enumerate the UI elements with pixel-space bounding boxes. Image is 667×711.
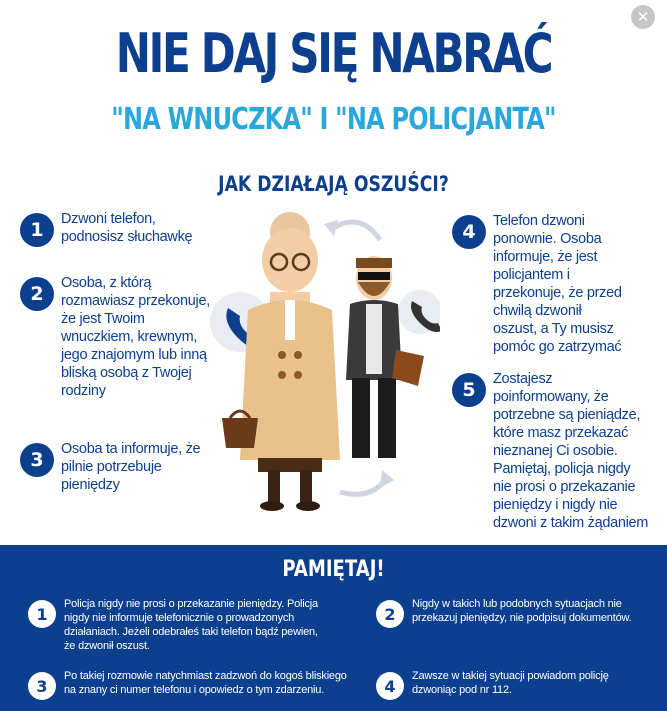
close-icon: ✕ bbox=[636, 8, 650, 26]
step-text: Dzwoni telefon, podnosisz słuchawkę bbox=[61, 211, 193, 245]
step-text: Telefon dzwoni ponownie. Osoba informuje, że jest policjantem i przekonuje, że przed chwilą dzwonił oszust, a Ty musisz pomóc go zatrzymać bbox=[493, 213, 622, 355]
tip-text: Zawsze w takiej sytuacji powiadom policję dzwoniąc pod nr 112. bbox=[412, 670, 609, 696]
step-3 bbox=[20, 440, 210, 494]
close-button[interactable] bbox=[631, 5, 655, 29]
step-5 bbox=[452, 370, 652, 532]
arrow-icon bbox=[340, 480, 385, 494]
arrow-icon bbox=[330, 222, 380, 240]
remember-title: PAMIĘTAJ! bbox=[282, 557, 385, 582]
phone-icon bbox=[398, 290, 440, 334]
step-number: 2 bbox=[20, 277, 54, 311]
step-1 bbox=[20, 210, 210, 247]
tip-number: 1 bbox=[28, 600, 56, 628]
step-number: 5 bbox=[452, 373, 486, 407]
tip-1 bbox=[28, 597, 328, 653]
tip-text: Po takiej rozmowie natychmiast zadzwoń do kogoś bliskiego na znany ci numer telefonu i opowiedz o tym zdarzeniu. bbox=[64, 670, 347, 696]
tip-3 bbox=[28, 669, 348, 700]
tip-number: 3 bbox=[28, 672, 56, 700]
page-title: NIE DAJ SIĘ NABRAĆ bbox=[115, 22, 552, 85]
scam-illustration bbox=[200, 200, 440, 520]
step-number: 4 bbox=[452, 215, 486, 249]
tip-text: Policja nigdy nie prosi o przekazanie pieniędzy. Policja nigdy nie informuje telefonicznie o prowadzonych działaniach. Jeżeli odebrałeś taki telefon bądź pewien, że dzwonił oszust. bbox=[64, 598, 318, 652]
tip-text: Nigdy w takich lub podobnych sytuacjach nie przekazuj pieniędzy, nie podpisuj dokumentów. bbox=[412, 598, 632, 624]
tip-number: 2 bbox=[376, 600, 404, 628]
tip-number: 4 bbox=[376, 672, 404, 700]
tip-2 bbox=[376, 597, 646, 628]
step-text: Zostajesz poinformowany, że potrzebne są pieniądze, które masz przekazać nieznanej Ci osobie. Pamiętaj, policja nigdy nie prosi o przekazanie pieniędzy i nigdy nie dzwoni z takim żądaniem bbox=[493, 371, 649, 531]
step-number: 1 bbox=[20, 213, 54, 247]
step-text: Osoba, z którą rozmawiasz przekonuje, że jest Twoim wnuczkiem, krewnym, jego znajomym lub inną bliską osobą z Twojej rodziny bbox=[61, 275, 210, 399]
page-subtitle: "NA WNUCZKA" I "NA POLICJANTA" bbox=[111, 102, 556, 137]
step-4 bbox=[452, 212, 627, 356]
remember-section bbox=[0, 545, 667, 711]
tip-4 bbox=[376, 669, 636, 700]
step-text: Osoba ta informuje, że pilnie potrzebuje pieniędzy bbox=[61, 441, 201, 493]
step-number: 3 bbox=[20, 443, 54, 477]
section-title: JAK DZIAŁAJĄ OSZUŚCI? bbox=[218, 172, 449, 196]
grandma-figure bbox=[222, 212, 340, 511]
step-2 bbox=[20, 274, 215, 400]
scammer-figure bbox=[346, 256, 424, 458]
